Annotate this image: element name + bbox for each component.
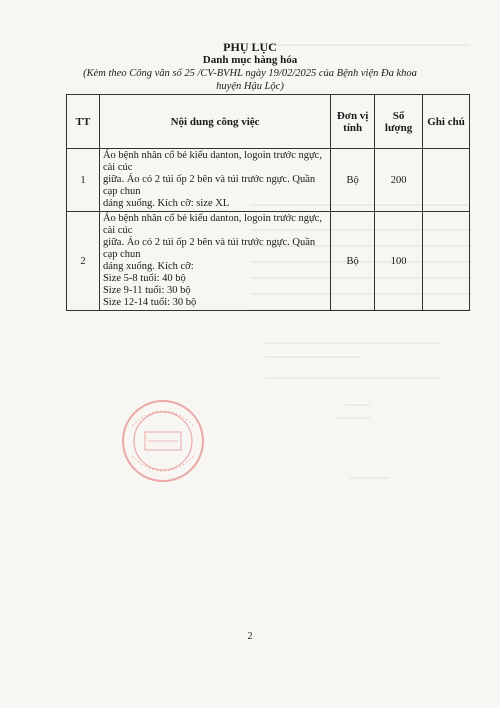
table-header-row [67,95,470,149]
header-content: Nội dung công việc [99,95,330,149]
content-line: giữa. Áo có 2 túi ốp 2 bên và túi trước ngực. Quần cạp chun [102,237,316,260]
cell-content [99,149,330,212]
appendix-subtitle: Danh mục hàng hóa [202,54,298,66]
cell-note [423,212,470,311]
table-row [67,212,470,311]
content-line: Size 5-8 tuổi: 40 bộ [102,273,186,284]
content-line: Size 12-14 tuổi: 30 bộ [102,297,197,308]
header-unit: Đơn vị tính [331,95,375,149]
cell-note [423,149,470,212]
cell-tt: 1 [67,149,100,212]
header-note: Ghi chú [423,95,470,149]
cell-unit: Bộ [331,212,375,311]
cell-quantity: 200 [375,149,423,212]
content-line: Áo bệnh nhân cổ bẻ kiểu danton, logoin trước ngực, cài cúc [102,150,322,173]
header-tt: TT [67,95,100,149]
content-line: Áo bệnh nhân cổ bẻ kiểu danton, logoin trước ngực, cài cúc [102,213,322,236]
content-line: giữa. Áo có 2 túi ốp 2 bên và túi trước ngực. Quần cạp chun [102,174,316,197]
cell-quantity: 100 [375,212,423,311]
cell-unit: Bộ [331,149,375,212]
content-line: dáng xuống. Kích cỡ: size XL [102,198,230,209]
appendix-title: PHỤ LỤC [223,40,277,54]
page-number: 2 [247,631,253,642]
cell-tt: 2 [67,212,100,311]
content-line: Size 9-11 tuổi: 30 bộ [102,285,191,296]
seal-stamp-icon [118,396,208,486]
header-quantity: Số lượng [375,95,423,149]
goods-table [66,94,470,311]
cell-content [99,212,330,311]
appendix-reference-note: (Kèm theo Công văn số 25 /CV-BVHL ngày 19/02/2025 của Bệnh viện Đa khoa huyện Hậu Lộc) [83,68,417,92]
content-line: dáng xuống. Kích cỡ: [102,261,194,272]
table-row [67,149,470,212]
